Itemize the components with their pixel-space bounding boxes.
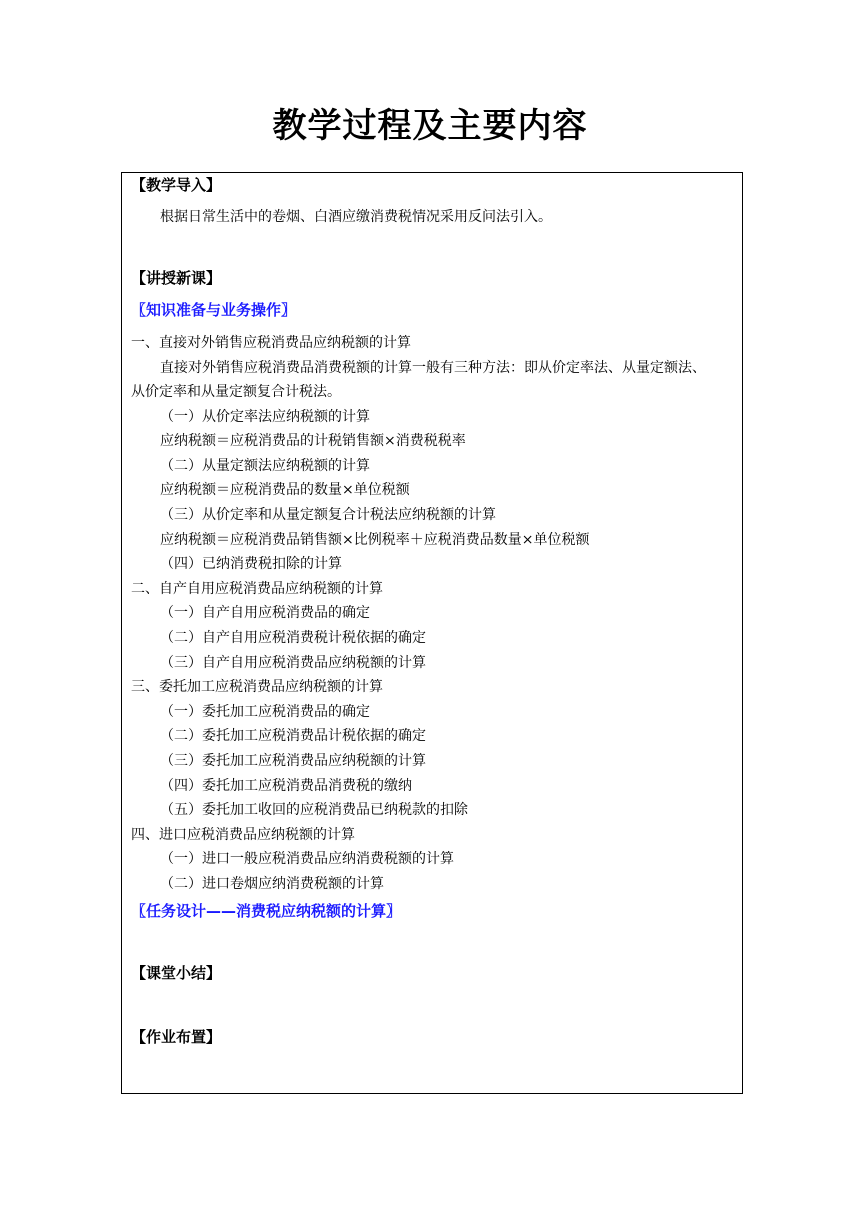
content-line: 应纳税额＝应税消费品的数量×单位税额 (160, 482, 410, 498)
content-line: （四）委托加工应税消费品消费税的缴纳 (160, 778, 412, 794)
content-line: 一、直接对外销售应税消费品应纳税额的计算 (131, 335, 411, 351)
content-line: （二）从量定额法应纳税额的计算 (160, 458, 370, 474)
content-line: （三）委托加工应税消费品应纳税额的计算 (160, 753, 426, 769)
content-line: （三）从价定率和从量定额复合计税法应纳税额的计算 (160, 507, 496, 523)
lecture-header: 【讲授新课】 (131, 269, 222, 287)
content-line: 应纳税额＝应税消费品的计税销售额×消费税税率 (160, 433, 466, 449)
page-title: 教学过程及主要内容 (272, 106, 588, 146)
content-line: （一）委托加工应税消费品的确定 (160, 704, 370, 720)
content-line: （一）进口一般应税消费品应纳消费税额的计算 (160, 851, 454, 867)
intro-text: 根据日常生活中的卷烟、白酒应缴消费税情况采用反问法引入。 (160, 209, 552, 225)
content-line: （一）自产自用应税消费品的确定 (160, 605, 370, 621)
content-line: （五）委托加工收回的应税消费品已纳税款的扣除 (160, 802, 468, 818)
task-header: 〖任务设计——消费税应纳税额的计算〗 (131, 902, 402, 920)
knowledge-header: 〖知识准备与业务操作〗 (131, 301, 297, 319)
summary-header: 【课堂小结】 (131, 964, 222, 982)
content-line: 二、自产自用应税消费品应纳税额的计算 (131, 581, 383, 597)
content-line: （一）从价定率法应纳税额的计算 (160, 409, 370, 425)
content-line: （三）自产自用应税消费品应纳税额的计算 (160, 655, 426, 671)
content-line: 直接对外销售应税消费品消费税额的计算一般有三种方法：即从价定率法、从量定额法、 (160, 360, 706, 376)
content-line: 应纳税额＝应税消费品销售额×比例税率＋应税消费品数量×单位税额 (160, 532, 590, 548)
content-line: （二）委托加工应税消费品计税依据的确定 (160, 728, 426, 744)
content-line: （二）进口卷烟应纳消费税额的计算 (160, 876, 384, 892)
homework-header: 【作业布置】 (131, 1028, 222, 1046)
intro-header: 【教学导入】 (131, 176, 222, 194)
content-line: 从价定率和从量定额复合计税法。 (131, 384, 341, 400)
content-line: （二）自产自用应税消费税计税依据的确定 (160, 630, 426, 646)
content-line: 四、进口应税消费品应纳税额的计算 (131, 827, 355, 843)
content-line: （四）已纳消费税扣除的计算 (160, 556, 342, 572)
content-line: 三、委托加工应税消费品应纳税额的计算 (131, 679, 383, 695)
